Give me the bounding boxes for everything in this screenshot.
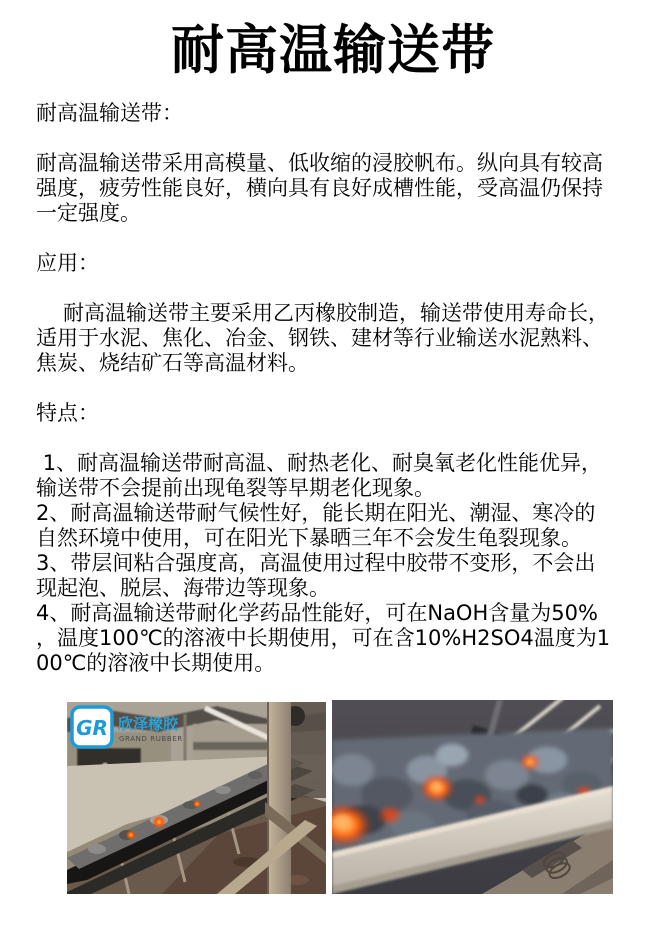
page-title: 耐高温输送带 — [171, 20, 495, 81]
feature-item-2: 2、耐高温输送带耐气候性好，能长期在阳光、潮湿、寒冷的自然环境中使用，可在阳光下暴晒三年不会发生龟裂现象。 — [36, 501, 596, 550]
glowing-hot-spot — [152, 815, 166, 829]
glowing-ember — [473, 795, 487, 805]
glowing-hot-spot — [193, 800, 201, 808]
application-label: 应用： — [36, 251, 99, 275]
glowing-ember — [377, 805, 403, 825]
glowing-ember — [520, 754, 540, 770]
feature-item-3: 3、带层间粘合强度高，高温使用过程中胶带不变形，不会出现起泡、脱层、海带边等现象。 — [36, 551, 596, 600]
intro-paragraph: 耐高温输送带采用高模量、低收缩的浸胶帆布。纵向具有较高强度，疲劳性能良好，横向具有良好成槽性能，受高温仍保持一定强度。 — [36, 151, 603, 225]
logo-company-cn: 欣泽橡胶 — [118, 715, 179, 733]
glowing-hot-spot — [126, 830, 136, 840]
feature-item-4: 4、耐高温输送带耐化学药品性能好，可在NaOH含量为50%，温度100℃的溶液中长期使用，可在含10%H2SO4温度为100℃的溶液中长期使用。 — [36, 601, 611, 675]
conveyor-site-photo — [67, 702, 326, 894]
article-body — [36, 101, 614, 676]
intro-label: 耐高温输送带： — [36, 101, 183, 125]
application-paragraph: 耐高温输送带主要采用乙丙橡胶制造，输送带使用寿命长，适用于水泥、焦化、冶金、钢铁、建材等行业输送水泥熟料、焦炭、烧结矿石等高温材料。 — [36, 301, 609, 375]
logo-company-en: GRAND RUBBER — [119, 735, 183, 743]
hot-sinter-closeup-photo — [332, 700, 613, 894]
feature-item-1: 1、耐高温输送带耐高温、耐热老化、耐臭氧老化性能优异，输送带不会提前出现龟裂等早期老化现象。 — [36, 451, 603, 500]
logo-monogram: GR — [76, 716, 108, 740]
features-label: 特点： — [36, 401, 99, 425]
photo-gallery — [0, 700, 666, 894]
feature-list — [36, 451, 614, 676]
